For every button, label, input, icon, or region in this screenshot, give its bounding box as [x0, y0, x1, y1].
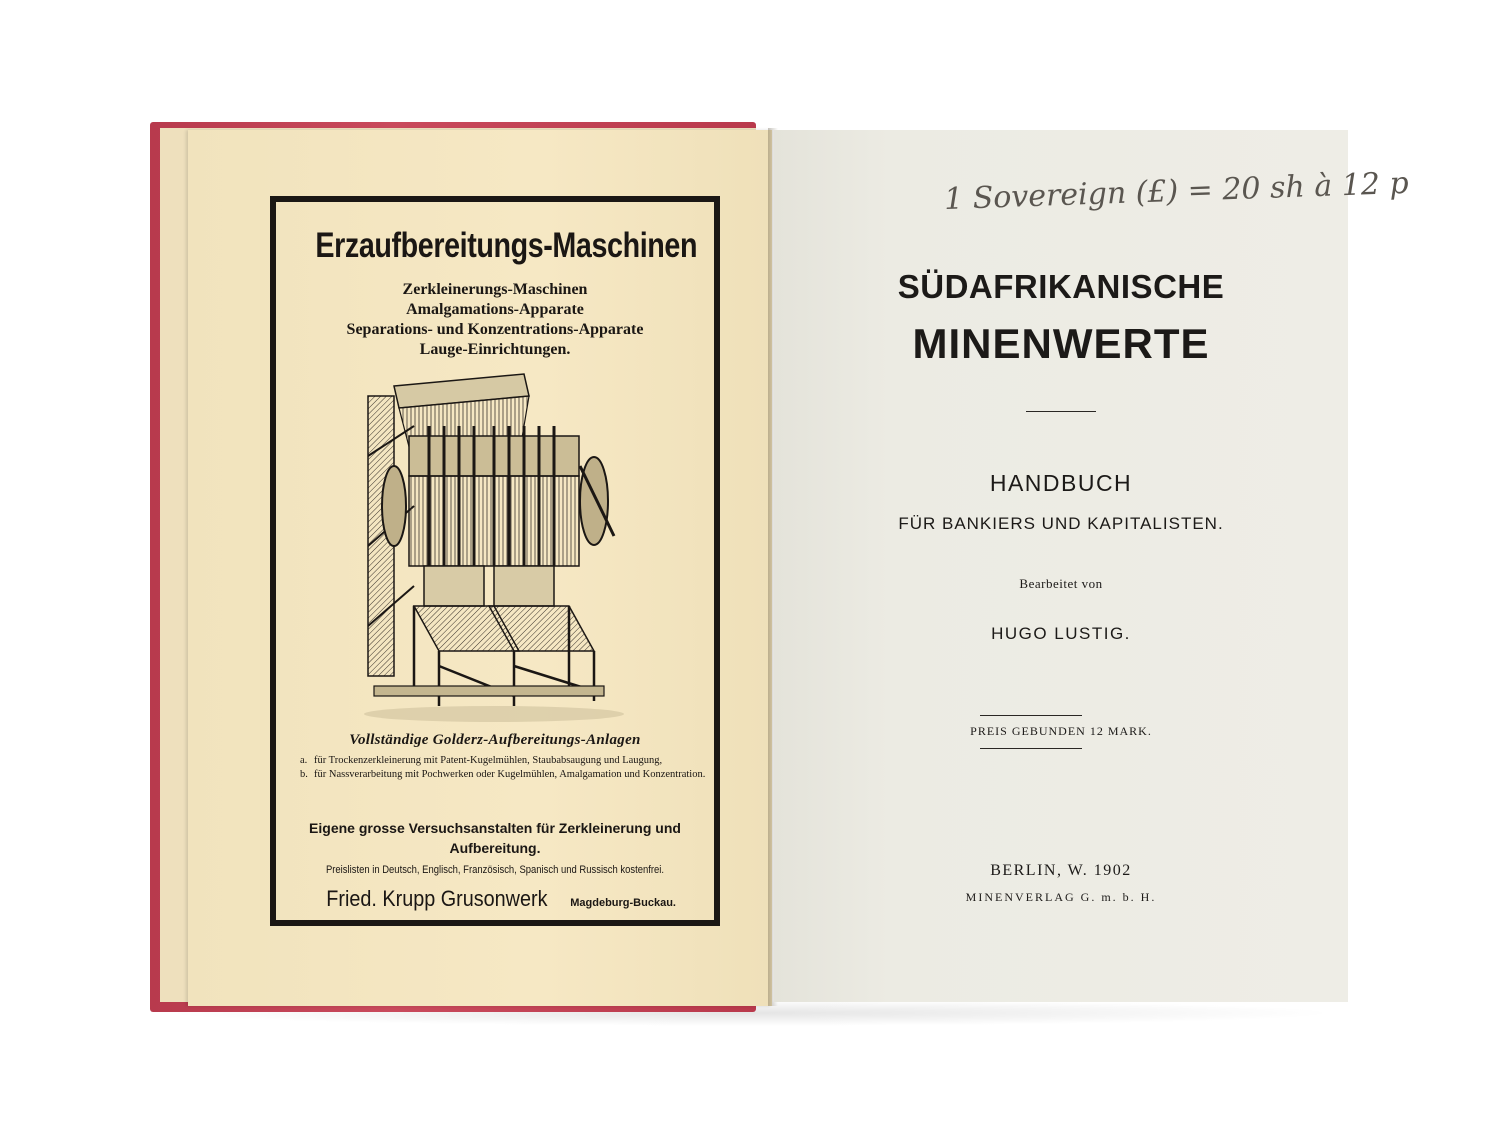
ad-item: [300, 754, 710, 768]
handwritten-note: 1 Sovereign (£) = 20 sh à 12 p: [943, 165, 1410, 218]
ad-item-list: [300, 754, 710, 782]
ad-price-lists: Preislisten in Deutsch, Englisch, Französisch, Spanisch und Russisch kostenfrei.: [325, 864, 665, 876]
ad-research-note: Eigene grosse Versuchsanstalten für Zerkleinerung und Aufbereitung.: [309, 820, 681, 856]
ore-processing-machine-illustration: [354, 366, 644, 726]
right-page-title-page: [774, 130, 1410, 1002]
ad-company-line: [276, 886, 714, 912]
price-rule-bottom: [980, 748, 1082, 749]
price-rule-top: [980, 715, 1082, 716]
advertisement-frame: [270, 196, 720, 926]
ad-item: [300, 768, 710, 782]
left-page-advertisement: [188, 130, 772, 1006]
ad-item-marker: a.: [300, 755, 308, 766]
author-name: HUGO LUSTIG.: [991, 624, 1131, 643]
ad-subheading: Vollständige Golderz-Aufbereitungs-Anlagen: [349, 732, 641, 748]
ad-item-marker: b.: [300, 769, 308, 780]
publisher: MINENVERLAG G. m. b. H.: [965, 890, 1157, 904]
ad-product-list: [276, 280, 714, 360]
subtitle-main: HANDBUCH: [989, 470, 1133, 496]
ad-product: Amalgamations-Apparate: [406, 301, 584, 318]
ad-company-name: Fried. Krupp Grusonwerk: [326, 886, 548, 911]
ad-company-location: Magdeburg-Buckau.: [570, 897, 676, 909]
price-line: PREIS GEBUNDEN 12 MARK.: [970, 724, 1152, 738]
ad-product: Zerkleinerungs-Maschinen: [402, 281, 588, 298]
ad-item-text: für Nassverarbeitung mit Pochwerken oder Kugelmühlen, Amalgamation und Konzentration.: [314, 769, 706, 780]
ad-product: Separations- und Konzentrations-Apparate: [346, 321, 644, 338]
ad-title: Erzaufbereitungs-Maschinen: [315, 226, 698, 265]
title-line-1: SÜDAFRIKANISCHE: [897, 268, 1225, 305]
subtitle-sub: FÜR BANKIERS UND KAPITALISTEN.: [898, 514, 1224, 533]
ad-product: Lauge-Einrichtungen.: [419, 341, 571, 358]
city-year: BERLIN, W. 1902: [990, 862, 1132, 879]
ad-item-text: für Trockenzerkleinerung mit Patent-Kugelmühlen, Staubabsaugung und Laugung,: [314, 755, 663, 766]
edited-by-label: Bearbeitet von: [1019, 576, 1103, 591]
title-line-2: MINENWERTE: [912, 320, 1210, 367]
title-divider: [1026, 411, 1096, 412]
